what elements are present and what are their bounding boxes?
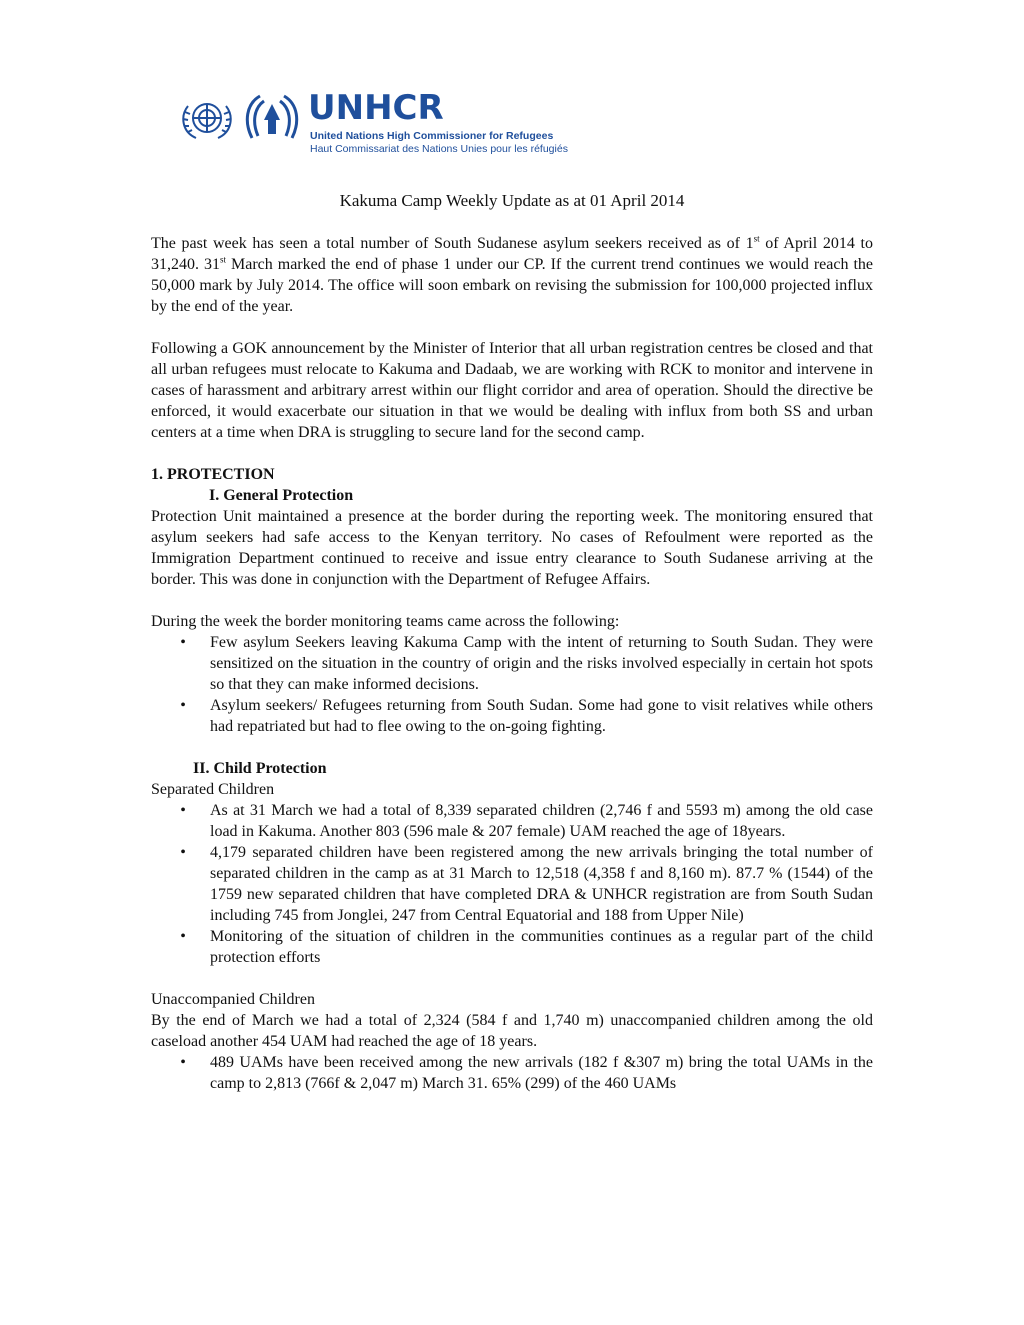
intro-text: of April 2014 to 31,240. 31 <box>151 235 873 273</box>
unhcr-hands-icon <box>242 92 302 144</box>
ordinal-suffix: st <box>753 233 760 244</box>
bullet-icon: • <box>180 928 186 945</box>
bullet-icon: • <box>180 1054 186 1071</box>
intro-paragraph-1 <box>151 233 873 317</box>
list-item <box>151 800 873 842</box>
subsection-heading-general-protection: I. General Protection <box>209 487 354 504</box>
unaccompanied-children-label: Unaccompanied Children <box>151 991 315 1008</box>
list-item-text: 4,179 separated children have been registered among the new arrivals bringing the total number of separated children in the camp as at 31 March to 12,518 (4,358 f and 8,160 m). 87.7 % (1544) of the 1759 new separated children that have completed DRA & UNHCR registration are from South Sudan including 745 from Jonglei, 247 from Central Equatorial and 188 from Upper Nile) <box>210 844 873 924</box>
unaccompanied-children-list <box>151 1052 873 1094</box>
bullet-icon: • <box>180 697 186 714</box>
bullet-icon: • <box>180 802 186 819</box>
list-item <box>151 1052 873 1094</box>
border-monitoring-list <box>151 632 873 737</box>
document-title: Kakuma Camp Weekly Update as at 01 April 2014 <box>339 191 685 210</box>
unaccompanied-children-paragraph: By the end of March we had a total of 2,324 (584 f and 1,740 m) unaccompanied children among the old caseload another 454 UAM had reached the age of 18 years. <box>151 1012 873 1050</box>
agency-name-french: Haut Commissariat des Nations Unies pour les réfugiés <box>310 143 568 155</box>
un-emblem-icon <box>176 92 238 144</box>
list-item <box>151 695 873 737</box>
list-item-text: 489 UAMs have been received among the new arrivals (182 f &307 m) bring the total UAMs in the camp to 2,813 (766f & 2,047 m) March 31. 65% (299) of the 460 UAMs <box>210 1054 873 1092</box>
separated-children-label: Separated Children <box>151 781 275 798</box>
intro-text: The past week has seen a total number of South Sudanese asylum seekers received as of 1 <box>151 235 754 252</box>
ordinal-suffix: st <box>220 254 227 265</box>
bullet-icon: • <box>180 634 186 651</box>
subsection-heading-child-protection: II. Child Protection <box>193 760 327 777</box>
list-item <box>151 842 873 926</box>
list-item-text: Few asylum Seekers leaving Kakuma Camp with the intent of returning to South Sudan. They were sensitized on the situation in the country of origin and the risks involved especially in certain hot spots so that they can make informed decisions. <box>210 634 873 693</box>
list-item-text: Asylum seekers/ Refugees returning from South Sudan. Some had gone to visit relatives while others had repatriated but had to flee owing to the on-going fighting. <box>210 697 873 735</box>
section-heading-protection: 1. PROTECTION <box>151 466 275 483</box>
agency-name-english: United Nations High Commissioner for Refugees <box>310 130 554 142</box>
bullet-icon: • <box>180 844 186 861</box>
intro-text: March marked the end of phase 1 under our CP. If the current trend continues we would reach the 50,000 mark by July 2014. The office will soon embark on revising the submission for 100,000 projected influx by the end of the year. <box>151 256 874 315</box>
document-body <box>151 233 873 1094</box>
border-monitoring-intro: During the week the border monitoring teams came across the following: <box>151 613 620 630</box>
list-item-text: As at 31 March we had a total of 8,339 separated children (2,746 f and 5593 m) among the old case load in Kakuma. Another 803 (596 male & 207 female) UAM reached the age of 18years. <box>210 802 873 840</box>
list-item <box>151 926 873 968</box>
unhcr-wordmark: UNHCR <box>308 88 444 128</box>
unhcr-logo <box>176 88 616 158</box>
intro-paragraph-2: Following a GOK announcement by the Minister of Interior that all urban registration centres be closed and that all urban refugees must relocate to Kakuma and Dadaab, we are working with RCK to monitor and intervene in cases of harassment and arbitrary arrest within our flight corridor and area of operation. Should the directive be enforced, it would exacerbate our situation in that we would be dealing with influx from both SS and urban centers at a time when DRA is struggling to secure land for the second camp. <box>151 340 873 441</box>
list-item <box>151 632 873 695</box>
general-protection-paragraph: Protection Unit maintained a presence at the border during the reporting week. The monitoring ensured that asylum seekers had safe access to the Kenyan territory. No cases of Refoulment were reported as the Immigration Department continued to receive and issue entry clearance to South Sudanese arriving at the border. This was done in conjunction with the Department of Refugee Affairs. <box>151 508 873 588</box>
list-item-text: Monitoring of the situation of children in the communities continues as a regular part of the child protection efforts <box>210 928 873 966</box>
separated-children-list <box>151 800 873 968</box>
